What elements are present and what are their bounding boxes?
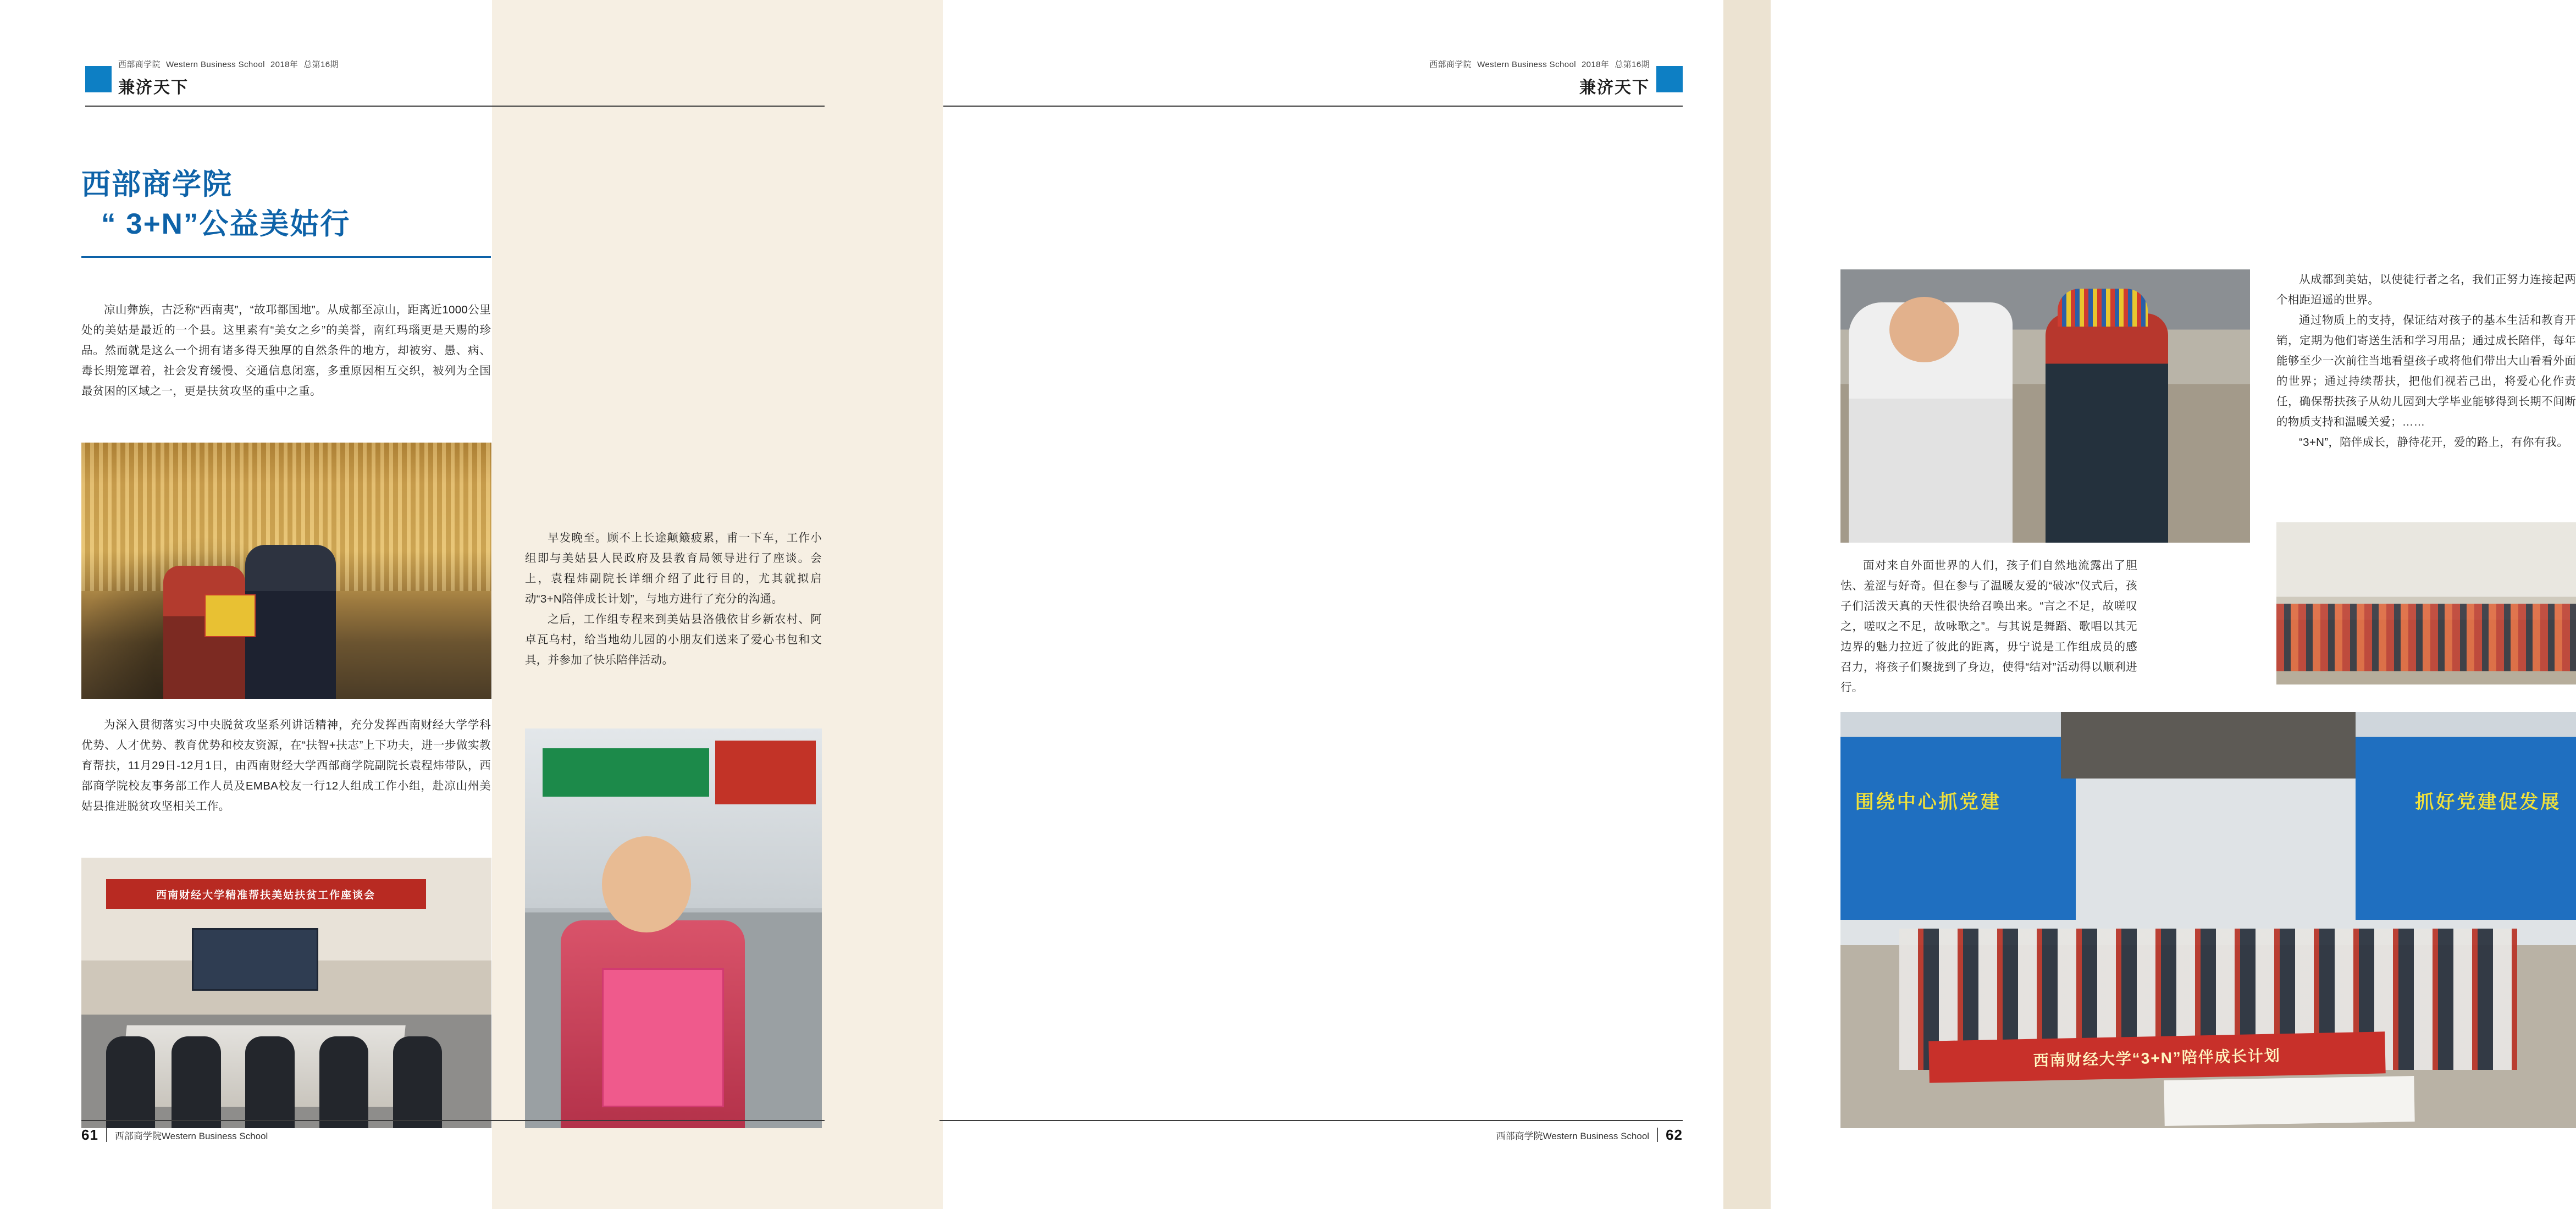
header-issue: 总第16期 (303, 60, 339, 69)
body-text-right-col1 (1840, 555, 2137, 698)
visitor-figure (245, 545, 335, 699)
paragraph: 凉山彝族，古泛称“西南夷”，“故邛都国地”。从成都至凉山，距离近1000公里处的美姑是最近的一个县。这里素有“美女之乡”的美誉，南红玛瑙更是天赐的珍品。然而就是这么一个拥有诸多得天独厚的自然条件的地方，却被穷、愚、病、毒长期笼罩着，社会发育缓慢、交通信息闭塞，多重原因相互交织，被列为全国最贫困的区域之一，更是扶贫攻坚的重中之重。 (81, 303, 491, 398)
header-column-right: 兼济天下 (1579, 79, 1650, 97)
child-figure (2046, 313, 2169, 543)
header-rule-right (943, 106, 1683, 107)
page-number-left: 61 (81, 1126, 98, 1143)
volunteer-face (1889, 297, 1959, 362)
photo-corn-harvest-image (81, 443, 491, 699)
red-poster (715, 741, 816, 804)
paragraph: “3+N”，陪伴成长，静待花开，爱的路上，有你有我。 (2299, 436, 2569, 449)
body-text-left-col1-bottom (81, 715, 491, 816)
body-text-right-col2 (2276, 269, 2576, 452)
header-school-cn: 西部商学院 (1429, 60, 1472, 69)
header-school-cn: 西部商学院 (118, 60, 161, 69)
child-knit-hat (2058, 289, 2148, 327)
wall-slogan-panel-right (2356, 737, 2576, 920)
paragraph: 为深入贯彻落实习中央脱贫攻坚系列讲话精神，充分发挥西南财经大学学科优势、人才优势、教育优势和校友资源，在“扶智+扶志”上下功夫，进一步做实教育帮扶，11月29日-12月1日，由西南财经大学西部商学院副院长袁程炜带队，西部商学院校友事务部工作人员及EMBA校友一行12人组成工作小组，赴凉山州美姑县推进脱贫攻坚相关工作。 (81, 719, 491, 813)
body-text-left-col1-top (81, 300, 491, 401)
page-left (0, 0, 885, 1209)
attendee-figure (319, 1036, 369, 1128)
photo-child-with-gift (525, 728, 822, 1128)
page-number-right: 62 (1666, 1126, 1683, 1143)
students-row (2276, 604, 2576, 672)
photo-volunteer-and-child (1840, 269, 2250, 543)
attendee-figure (106, 1036, 156, 1128)
photo-group-with-banner (1840, 712, 2576, 1128)
page-right (886, 0, 2576, 1209)
header-meta-right (1298, 59, 1650, 70)
header-meta-left (118, 59, 470, 70)
wall-slogan-panel-left (1840, 737, 2076, 920)
paragraph: 面对来自外面世界的人们，孩子们自然地流露出了胆怯、羞涩与好奇。但在参与了温暖友爱的“破冰”仪式后，孩子们活泼天真的天性很快给召唤出来。“言之不足，故嗟叹之，嗟叹之不足，故咏歌之”。与其说是舞蹈、歌唱以其无边界的魅力拉近了彼此的距离，毋宁说是工作组成员的感召力，将孩子们聚拢到了身边，使得“结对”活动得以顺利进行。 (1840, 559, 2137, 694)
photo-school-lineup (2276, 522, 2576, 684)
footer-rule-right (939, 1120, 1683, 1121)
article-title (81, 165, 499, 258)
donation-package (204, 594, 256, 638)
page-footer-left (81, 1125, 268, 1144)
header-school-en: Western Business School (1477, 60, 1576, 69)
header-year: 2018年 (270, 60, 298, 69)
paragraph: 早发晚至。顾不上长途颠簸疲累，甫一下车，工作小组即与美姑县人民政府及县教育局领导进行了座谈。会上，袁程炜副院长详细介绍了此行目的，尤其就拟启动“3+N陪伴成长计划”，与地方进行了充分的沟通。 (525, 532, 822, 605)
photo-group-with-banner-image (1840, 712, 2576, 1128)
photo-school-lineup-image (2276, 522, 2576, 684)
body-text-left-col2 (525, 528, 822, 670)
photo-volunteer-and-child-image (1840, 269, 2250, 543)
header-column-left: 兼济天下 (118, 79, 189, 97)
attendee-figure (245, 1036, 295, 1128)
paragraph: 从成都到美姑，以使徒行者之名，我们正努力连接起两个相距迢遥的世界。 (2276, 273, 2576, 306)
photo-corn-harvest (81, 443, 491, 699)
photo-meeting-room (81, 858, 491, 1128)
gift-package (602, 968, 724, 1107)
photo-child-with-gift-image (525, 728, 822, 1128)
university-flag (2164, 1076, 2414, 1126)
footer-divider (106, 1128, 107, 1142)
wall-slogan-left-text: 围绕中心抓党建 (1855, 792, 2002, 813)
projector-screen (192, 928, 318, 991)
group-banner-text: 西南财经大学“3+N”陪伴成长计划 (1928, 1032, 2385, 1083)
footer-imprint-left: 西部商学院Western Business School (114, 1130, 268, 1141)
paragraph: 通过物质上的支持，保证结对孩子的基本生活和教育开销，定期为他们寄送生活和学习用品；通过成长陪伴，每年能够至少一次前往当地看望孩子或将他们带出大山看看外面的世界；通过持续帮扶，把他们视若己出，将爱心化作责任，确保帮扶孩子从幼儿园到大学毕业能够得到长期不间断的物质支持和温暖关爱；…… (2276, 314, 2576, 428)
header-year: 2018年 (1581, 60, 1610, 69)
page-header-left (85, 59, 470, 106)
header-rule-left (85, 106, 825, 107)
photo-meeting-room-image (81, 858, 491, 1128)
child-face (602, 836, 691, 932)
header-school-en: Western Business School (166, 60, 265, 69)
attendee-figure (172, 1036, 221, 1128)
footer-imprint-right: 西部商学院Western Business School (1496, 1130, 1650, 1141)
page-header-right (1298, 59, 1683, 106)
green-banner (543, 748, 709, 796)
page-footer-right (1496, 1125, 1683, 1144)
article-title-underline (81, 256, 491, 258)
footer-rule-left (81, 1120, 825, 1121)
header-issue: 总第16期 (1615, 60, 1650, 69)
article-title-line2: “ 3+N”公益美姑行 (101, 208, 351, 240)
building-roof (2061, 712, 2355, 779)
paragraph: 之后，工作组专程来到美姑县洛俄依甘乡新农村、阿卓瓦乌村，给当地幼儿园的小朋友们送来了爱心书包和文具，并参加了快乐陪伴活动。 (525, 613, 822, 666)
article-title-line1: 西部商学院 (81, 168, 233, 201)
meeting-banner-text: 西南财经大学精准帮扶美姑扶贫工作座谈会 (106, 879, 426, 909)
footer-divider (1657, 1128, 1658, 1142)
wall-slogan-right-text: 抓好党建促发展 (2415, 792, 2562, 813)
attendee-figure (393, 1036, 443, 1128)
